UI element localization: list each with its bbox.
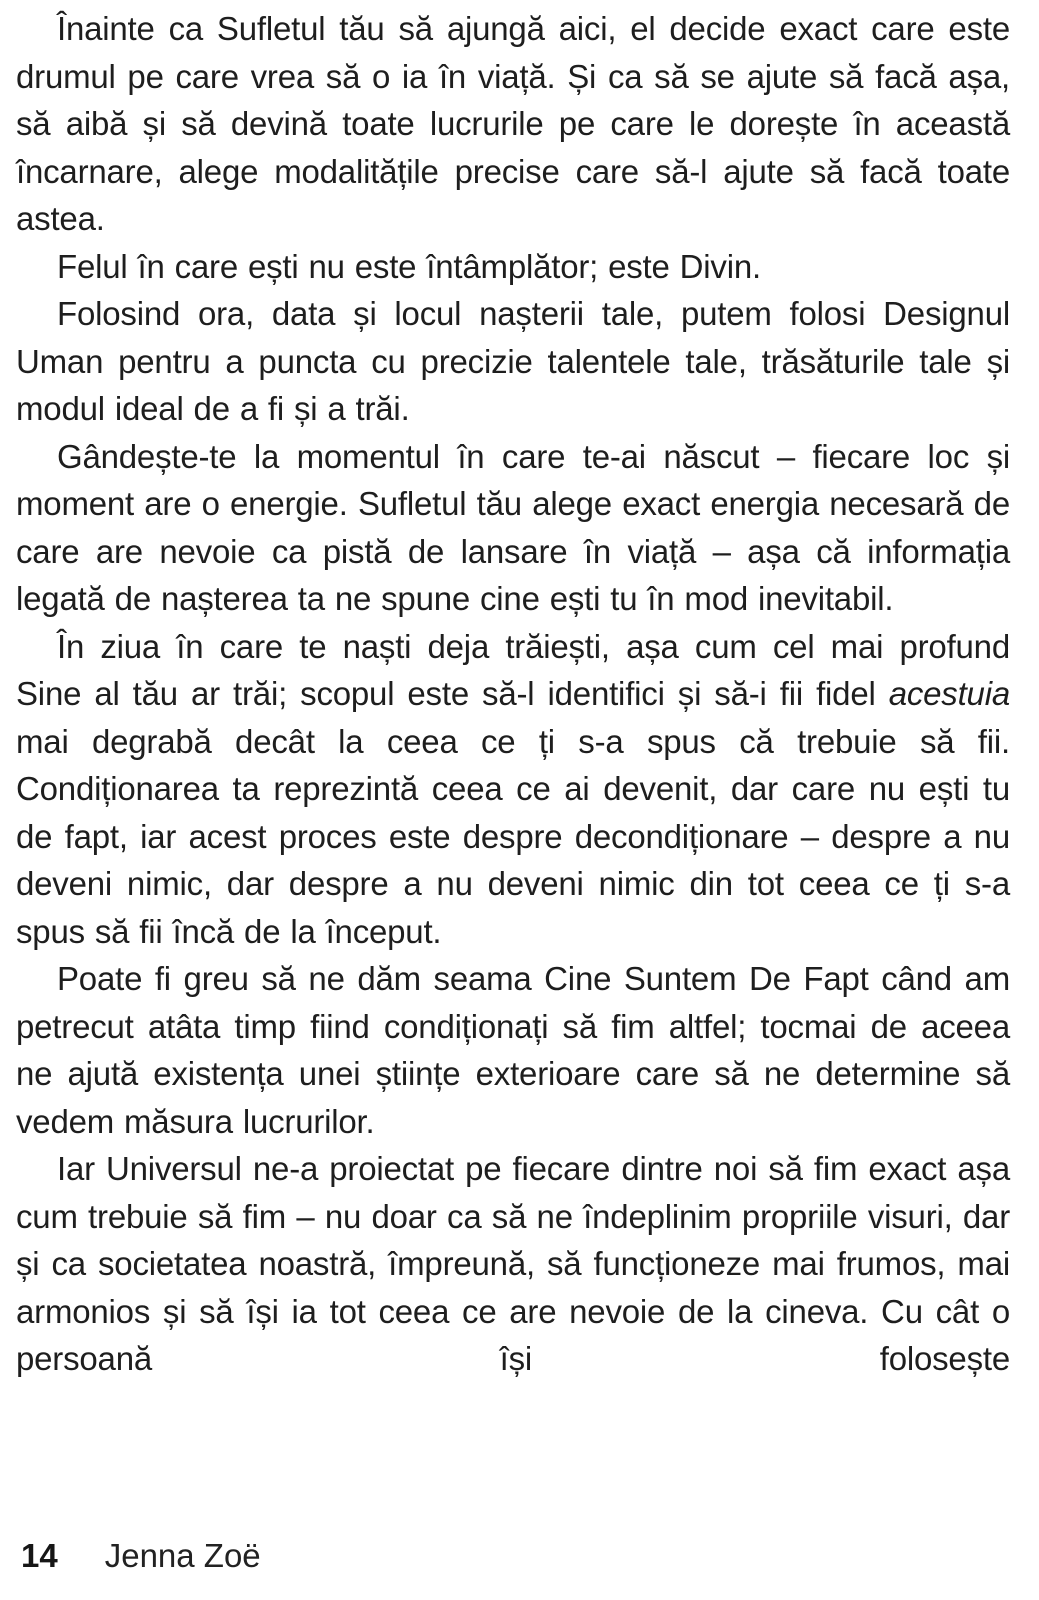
text-run: mai degrabă decât la ceea ce ți s-a spus că trebuie să fii. Condiționarea ta reprezintă ceea ce ai devenit, dar care nu ești tu de fapt, iar acest proces este despre decondiționare – despre a nu deveni nimic, dar despre a nu deveni nimic din tot ceea ce ți s-a spus să fii încă de la început. xyxy=(16,722,1010,950)
paragraph xyxy=(16,1145,1010,1383)
page-number: 14 xyxy=(21,1537,58,1574)
paragraph xyxy=(16,290,1010,433)
running-footer-author: Jenna Zoë xyxy=(104,1537,261,1574)
paragraph xyxy=(16,623,1010,956)
text-run: În ziua în care te naști deja trăiești, așa cum cel mai profund Sine al tău ar trăi; scopul este să-l identifici și să-i fii fidel xyxy=(16,627,1010,712)
paragraph xyxy=(16,243,1010,291)
text-run: Înainte ca Sufletul tău să ajungă aici, el decide exact care este drumul pe care vrea să o ia în viață. Și ca să se ajute să facă așa, să aibă și să devină toate lucrurile pe care le dorește în această încarnare, alege modalitățile precise care să-l ajute să facă toate astea. xyxy=(16,10,1010,237)
text-run: Felul în care ești nu este întâmplător; este Divin. xyxy=(57,247,761,285)
text-run: Gândește-te la momentul în care te-ai născut – fiecare loc și moment are o energie. Sufletul tău alege exact energia necesară de care are nevoie ca pistă de lansare în viață – așa că informația legată de nașterea ta ne spune cine ești tu în mod inevitabil. xyxy=(16,437,1010,617)
text-run: Iar Universul ne-a proiectat pe fiecare dintre noi să fim exact așa cum trebuie să fim – nu doar ca să ne îndeplinim propriile visuri, dar și ca societatea noastră, împreună, să funcționeze mai frumos, mai armonios și să își ia tot ceea ce are nevoie de la cineva. Cu cât o persoană își folosește xyxy=(16,1150,1010,1377)
page-text-body xyxy=(16,5,1010,1383)
italic-text-run: acestuia xyxy=(888,675,1010,712)
text-run: Folosind ora, data și locul nașterii tale, putem folosi Designul Uman pentru a puncta cu precizie talentele tale, trăsăturile tale și modul ideal de a fi și a trăi. xyxy=(16,295,1010,427)
page-footer xyxy=(21,1536,261,1576)
text-run: Poate fi greu să ne dăm seama Cine Suntem De Fapt când am petrecut atâta timp fiind condiționați să fim altfel; tocmai de aceea ne ajută existența unei științe exterioare care să ne determine să vedem măsura lucrurilor. xyxy=(16,960,1010,1140)
paragraph xyxy=(16,955,1010,1145)
paragraph xyxy=(16,5,1010,243)
paragraph xyxy=(16,433,1010,623)
